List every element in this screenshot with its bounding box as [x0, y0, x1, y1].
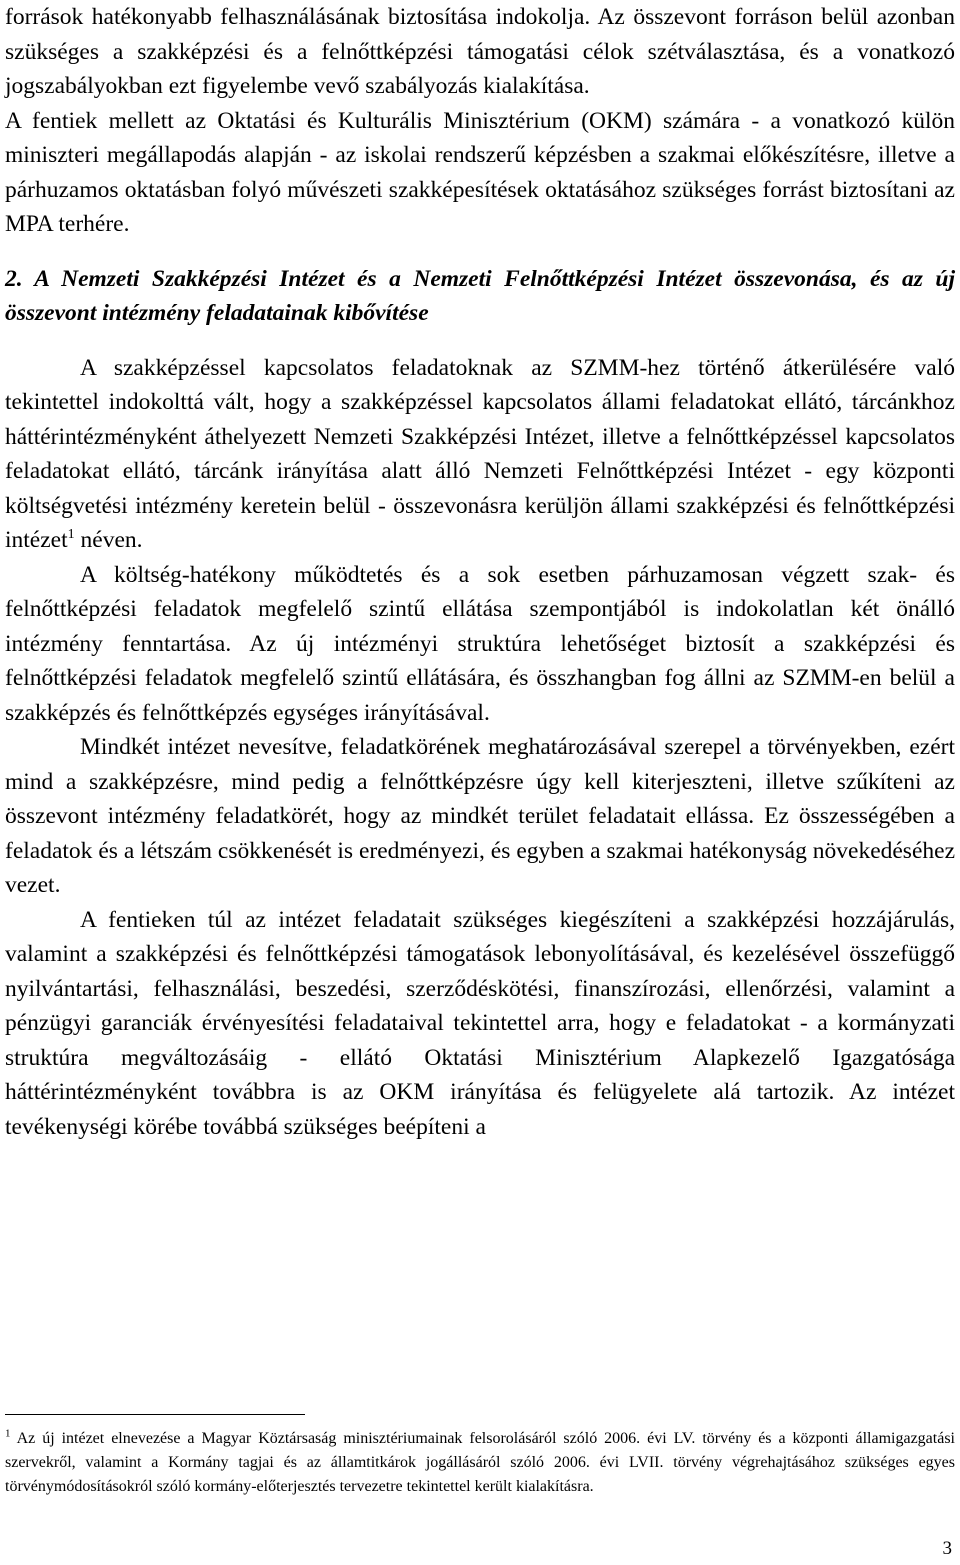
paragraph-merger: [5, 351, 955, 558]
paragraph-merger-text: A szakképzéssel kapcsolatos feladatoknak az SZMM-hez történő átkerülésére való tekintettel indokolttá vált, hogy a szakképzéssel kapcsolatos állami feladatokat ellátó, tárcánkhoz háttérintézményként áthelyezett Nemzeti Szakképzési Intézet, illetve a felnőttképzéssel kapcsolatos feladatokat ellátó, tárcánk irányítása alatt álló Nemzeti Felnőttképzési Intézet - egy központi költségvetési intézmény keretein belül - összevonásra kerüljön állami szakképzési és felnőttképzési intézet: [5, 354, 955, 553]
footnote-text: Az új intézet elnevezése a Magyar Köztársaság minisztériumainak felsorolásáról szóló 2006. évi LV. törvény és a központi államigazgatási szervekről, valamint a Kormány tagjai és az államtitkárok jogállásáról szóló 2006. évi LVII. törvény végrehajtásához szükséges egyes törvénymódosításokról szóló kormány-előterjesztés tervezetre tekintettel került kialakításra.: [5, 1430, 955, 1495]
paragraph-additional-tasks: A fentieken túl az intézet feladatait szükséges kiegészíteni a szakképzési hozzájárulás, valamint a szakképzési és felnőttképzési támogatások lebonyolításával, és kezelésével összefüggő nyilvántartási, felhasználási, beszedési, szerződéskötési, finanszírozási, ellenőrzési, valamint a pénzügyi garanciák érvényesítési feladataival tekintettel arra, hogy e feladatokat - a kormányzati struktúra megváltozásáig - ellátó Oktatási Minisztérium Alapkezelő Igazgatósága háttérintézményként továbbra is az OKM irányítása és felügyelete alá tartozik. Az intézet tevékenységi körébe továbbá szükséges beépíteni a: [5, 906, 955, 1140]
document-page: [5, 0, 955, 1144]
page-number: 3: [942, 1538, 952, 1559]
footnote-marker: 1: [5, 1427, 11, 1440]
paragraph-cost-efficiency: A költség-hatékony működtetés és a sok esetben párhuzamosan végzett szak- és felnőttképzési feladatok megfelelő szintű ellátása szempontjából is indokolatlan két önálló intézmény fenntartása. Az új intézményi struktúra lehetőséget biztosít a szakképzési és felnőttképzési feladatok megfelelő szintű ellátására, és összhangban fog állni az SZMM-en belül a szakképzés és felnőttképzés egységes irányításával.: [5, 561, 955, 726]
footnote: [5, 1427, 955, 1499]
footnote-reference: 1: [67, 527, 75, 543]
section-heading: 2. A Nemzeti Szakképzési Intézet és a Nemzeti Felnőttképzési Intézet összevonása, és az új összevont intézmény feladatainak kibővítése: [5, 265, 955, 326]
paragraph-continuation: források hatékonyabb felhasználásának biztosítása indokolja. Az összevont forráson belül azonban szükséges a szakképzési és a felnőttképzési támogatási célok szétválasztása, és a vonatkozó jogszabályokban ezt figyelembe vevő szabályozás kialakítása.: [5, 4, 955, 99]
footnote-separator: [5, 1414, 305, 1415]
paragraph-both-institutes: Mindkét intézet nevesítve, feladatkörének meghatározásával szerepel a törvényekben, ezért mind a szakképzésre, mind pedig a felnőttképzésre úgy kell kiterjeszteni, illetve szűkíteni az összevont intézmény feladatkörét, hogy az mindkét terület feladatait ellássa. Ez összességében a feladatok és a létszám csökkenését is eredményezi, és egyben a szakmai hatékonyság növekedéséhez vezet.: [5, 734, 955, 898]
paragraph-merger-end: néven.: [74, 527, 143, 553]
paragraph-okm: A fentiek mellett az Oktatási és Kulturális Minisztérium (OKM) számára - a vonatkozó külön miniszteri megállapodás alapján - az iskolai rendszerű képzésben a szakmai előkészítésre, illetve a párhuzamos oktatásban folyó művészeti szakképesítések oktatásához szükséges forrást biztosítani az MPA terhére.: [5, 107, 955, 237]
